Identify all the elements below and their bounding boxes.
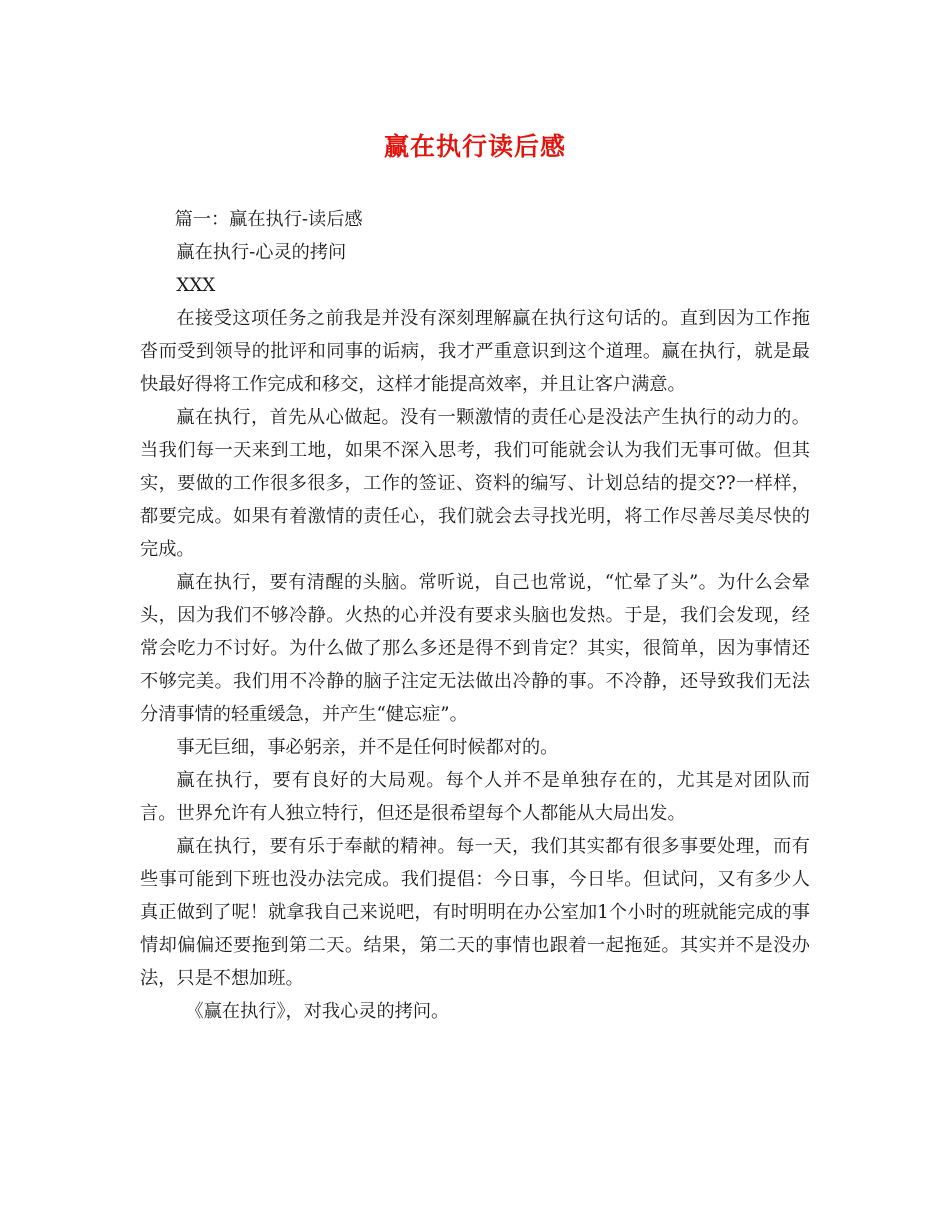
paragraph: 赢在执行，要有清醒的头脑。常听说，自己也常说，“忙晕了头”。为什么会晕头，因为我们不够冷静。火热的心并没有要求头脑也发热。于是，我们会发现，经常会吃力不讨好。为什么做了那么多还是得不到肯定？其实，很简单，因为事情还不够完美。我们用不冷静的脑子注定无法做出冷静的事。不冷静，还导致我们无法分清事情的轻重缓急，并产生“健忘症”。 — [140, 572, 810, 725]
article-subtitle: 赢在执行-心灵的拷问 — [176, 242, 347, 263]
paragraph: 赢在执行，要有乐于奉献的精神。每一天，我们其实都有很多事要处理，而有些事可能到下班也没办法完成。我们提倡：今日事，今日毕。但试问，又有多少人真正做到了呢！就拿我自己来说吧，有时明明在办公室加1个小时的班就能完成的事情却偏偏还要拖到第二天。结果，第二天的事情也跟着一起拖延。其实并不是没办法，只是不想加班。 — [140, 836, 810, 989]
document-body — [140, 203, 810, 1028]
paragraph: 赢在执行，首先从心做起。没有一颗激情的责任心是没法产生执行的动力的。当我们每一天来到工地，如果不深入思考，我们可能就会认为我们无事可做。但其实，要做的工作很多很多，工作的签证、资料的编写、计划总结的提交??一样样，都要完成。如果有着激情的责任心，我们就会去寻找光明，将工作尽善尽美尽快的完成。 — [140, 407, 810, 560]
paragraph: 在接受这项任务之前我是并没有深刻理解赢在执行这句话的。直到因为工作拖沓而受到领导的批评和同事的诟病，我才严重意识到这个道理。赢在执行，就是最快最好得将工作完成和移交，这样才能提高效率，并且让客户满意。 — [140, 308, 810, 395]
closing-line: 《赢在执行》，对我心灵的拷问。 — [185, 1001, 450, 1022]
paragraph: 赢在执行，要有良好的大局观。每个人并不是单独存在的，尤其是对团队而言。世界允许有人独立特行，但还是很希望每个人都能从大局出发。 — [140, 770, 810, 824]
paragraph: 事无巨细，事必躬亲，并不是任何时候都对的。 — [176, 737, 559, 758]
author-name: XXX — [176, 275, 216, 296]
section-heading: 篇一：赢在执行-读后感 — [174, 209, 363, 230]
document-title: 赢在执行读后感 — [383, 132, 566, 161]
